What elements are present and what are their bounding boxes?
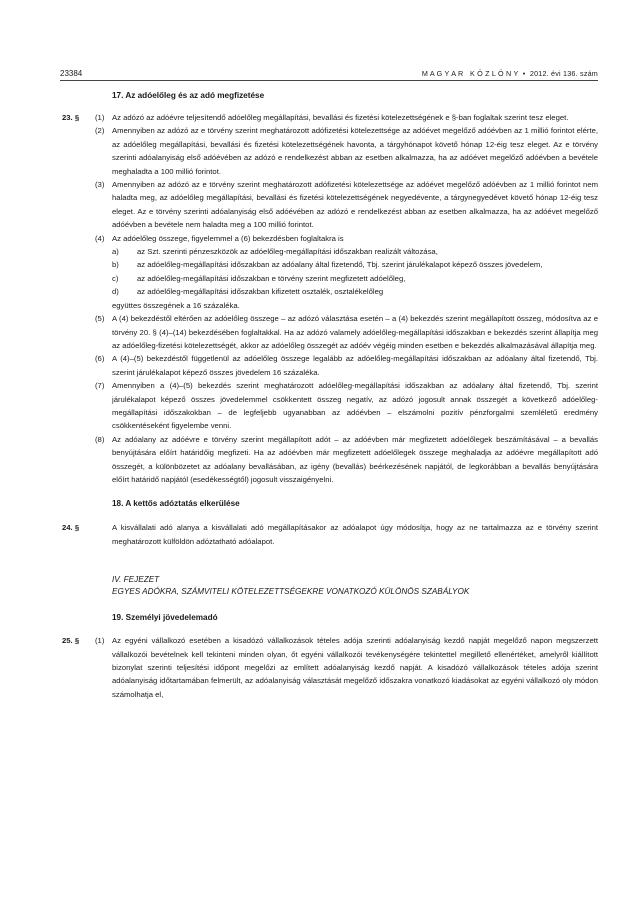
list-letter: c) (112, 273, 119, 283)
section-heading-17: 17. Az adóelőleg és az adó megfizetése (112, 91, 265, 100)
chapter-title: EGYES ADÓKRA, SZÁMVITELI KÖTELEZETTSÉGEKRE VONATKOZÓ KÜLÖNÖS SZABÁLYOK (112, 587, 470, 597)
paragraph-text: Az adózó az adóévre teljesítendő adóelőleg megállapítási, bevallási és fizetési kötelezettségének e §-ban foglaltak szerint tesz eleget. (112, 113, 569, 122)
page-content (0, 90, 638, 701)
paragraph-number: (3) (95, 180, 105, 190)
paragraph-25-1 (0, 634, 638, 701)
list-text: az adóelőleg-megállapítási időszakban kifizetett osztalék, osztalékelőleg (137, 287, 384, 297)
paragraph-23-1 (0, 111, 638, 124)
chapter-number: IV. FEJEZET (112, 575, 160, 585)
paragraph-number: (1) (95, 113, 105, 122)
paragraph-text: Amennyiben a (4)–(5) bekezdés szerint meghatározott adóelőleg-megállapítási időszakban az adóalany által fizetendő, Tbj. szerint járulékalapot képező összes jövedelemmel csökkentett összeg negatív, az adózó jogosult annak összegét a következő adóelőleg-megállapítási időszakokban – de legfeljebb ugyanabban az adóévben – elszámolni pozitív pénzforgalmi szemléletű eredmény csökkentéseként figyelembe venni. (112, 381, 598, 431)
paragraph-text: Az adóalany az adóévre e törvény szerint megállapított adót – az adóévben már megfizetett adóelőlegek beszámításával – a bevallás benyújtására előírt határidőig megfizeti. Ha az adóévben már megfizetett adóelőlegek összege meghaladja az adóévre megállapított adó összegét, a különbözetet az adóalany bevallásában, az igény (bevallás) beérkezésének napjától, de legkorábban a bevallás benyújtására előírt határidő napjától (esedékességtől) jogosult visszaigényelni. (112, 434, 598, 484)
paragraph-number: (7) (95, 381, 105, 391)
section-label-23: 23. § (62, 113, 80, 122)
paragraph-23-6 (0, 352, 638, 379)
paragraph-23-2 (0, 124, 638, 178)
paragraph-number: (4) (95, 233, 105, 243)
paragraph-24 (0, 521, 638, 548)
paragraph-number: (1) (95, 636, 105, 646)
paragraph-number: (6) (95, 354, 105, 364)
list-item-b (112, 258, 598, 271)
paragraph-number: (5) (95, 314, 105, 324)
list-text: az adóelőleg-megállapítási időszakban az adóalany által fizetendő, Tbj. szerint járulékalapot képező összes jövedelem, (137, 260, 543, 270)
paragraph-text: Az egyéni vállalkozó esetében a kisadózó vállalkozások tételes adója szerinti adóalanyiság kezdő napját megelőző napon megszerzett vállalkozói bevételnek kell tekinteni minden olyan, őt egyéni vállalkozói tevékenységére tekintettel megillető ellenértéket, amelyről kiállított bizonylat szerinti teljesítési időpont megelőzi az említett adóalanyiság kezdő napját. A kisadózó vállalkozások tételes adója szerint adóalanyiság időtartamában felmerült, az adóalanyiság választását megelőző időszakra vonatkozó kiadásokat az egyéni vállalkozó oly módon számolhatja el, (112, 636, 598, 699)
list-item-a (112, 245, 598, 258)
list-letter: d) (112, 287, 119, 297)
list-item-c (112, 272, 598, 285)
paragraph-number: (8) (95, 434, 105, 444)
paragraph-text: A (4)–(5) bekezdéstől függetlenül az adóelőleg összege legalább az adóelőleg-megállapítási időszakban az adóalany által fizetendő, Tbj. szerint járulékalapot képező összes jövedelem 16 százaléka. (112, 354, 598, 377)
list-letter: a) (112, 247, 119, 257)
paragraph-23-3 (0, 178, 638, 232)
paragraph-23-5 (0, 312, 638, 352)
section-heading-18: 18. A kettős adóztatás elkerülése (112, 499, 240, 509)
paragraph-23-7 (0, 379, 638, 433)
paragraph-text: Amennyiben az adózó az e törvény szerint meghatározott adófizetési kötelezettsége az adóévet megelőző adóévben az 1 millió forintot nem haladta meg, az adóelőleg megállapítási, bevallási és fizetési kötelezettségének negyedévente, a tárgynegyedévet követő hónap 12-éig tesz eleget. Az e törvény szerinti adóalanyiság első adóévében az adózó e rendelkezést abban az esetben alkalmazza, ha az adóévet megelőző adóévben a bevétele nem haladta meg a 100 millió forintot. (112, 180, 598, 230)
list-text: az Szt. szerinti pénzeszközök az adóelőleg-megállapítási időszakban realizált változása, (137, 247, 438, 257)
paragraph-23-4 (0, 232, 638, 312)
paragraph-text: A (4) bekezdéstől eltérően az adóelőleg összege – az adózó választása esetén – a (4) bekezdés szerint megállapított összeg, módosítva az e törvény 20. § (4)–(14) bekezdésében foglaltakkal. Ha az adózó valamely adóelőleg-megállapítási időszakban e bekezdés szerint állapítja meg az adóelőleg-fizetési kötelezettségét, akkor az adóelőleg összegét az adóév végéig minden esetben e bekezdés alkalmazásával állapítja meg. (112, 314, 598, 350)
page-number: 23384 (60, 69, 83, 78)
paragraph-text: A kisvállalati adó alanya a kisvállalati adó megállapításakor az adóalapot úgy módosítja, hogy az ne tartalmazza az e törvény szerint meghatározott külföldön adóztatható adóalapot. (112, 523, 598, 546)
paragraph-outro: együttes összegének a 16 százaléka. (112, 300, 240, 310)
list-letter: b) (112, 260, 119, 270)
list-item-d (112, 285, 598, 298)
paragraph-intro: Az adóelőleg összege, figyelemmel a (6) bekezdésben foglaltakra is (112, 233, 344, 243)
section-heading-19: 19. Személyi jövedelemadó (112, 613, 218, 623)
paragraph-number: (2) (95, 126, 105, 136)
section-label-24: 24. § (62, 523, 80, 533)
header-rule (60, 80, 598, 81)
paragraph-text: Amennyiben az adózó az e törvény szerint meghatározott adófizetési kötelezettsége az adóévet megelőző adóévben az 1 millió forintot elérte, az adóelőleg megállapítási, bevallási és fizetési kötelezettségének havonta, a tárgyhónapot követő hónap 12-éig tesz eleget. Az e törvény szerinti adóalanyiság első adóévében az adózó e rendelkezést abban az esetben alkalmazza, ha az adóévet megelőző adóévben a bevétele meghaladta a 100 millió forintot. (112, 126, 598, 176)
paragraph-23-8 (0, 433, 638, 487)
list-text: az adóelőleg-megállapítási időszakban e törvény szerint megfizetett adóelőleg, (137, 273, 406, 283)
section-label-25: 25. § (62, 636, 80, 646)
journal-header: M A G Y A R K Ö Z L Ö N Y • 2012. évi 136. szám (421, 69, 598, 78)
